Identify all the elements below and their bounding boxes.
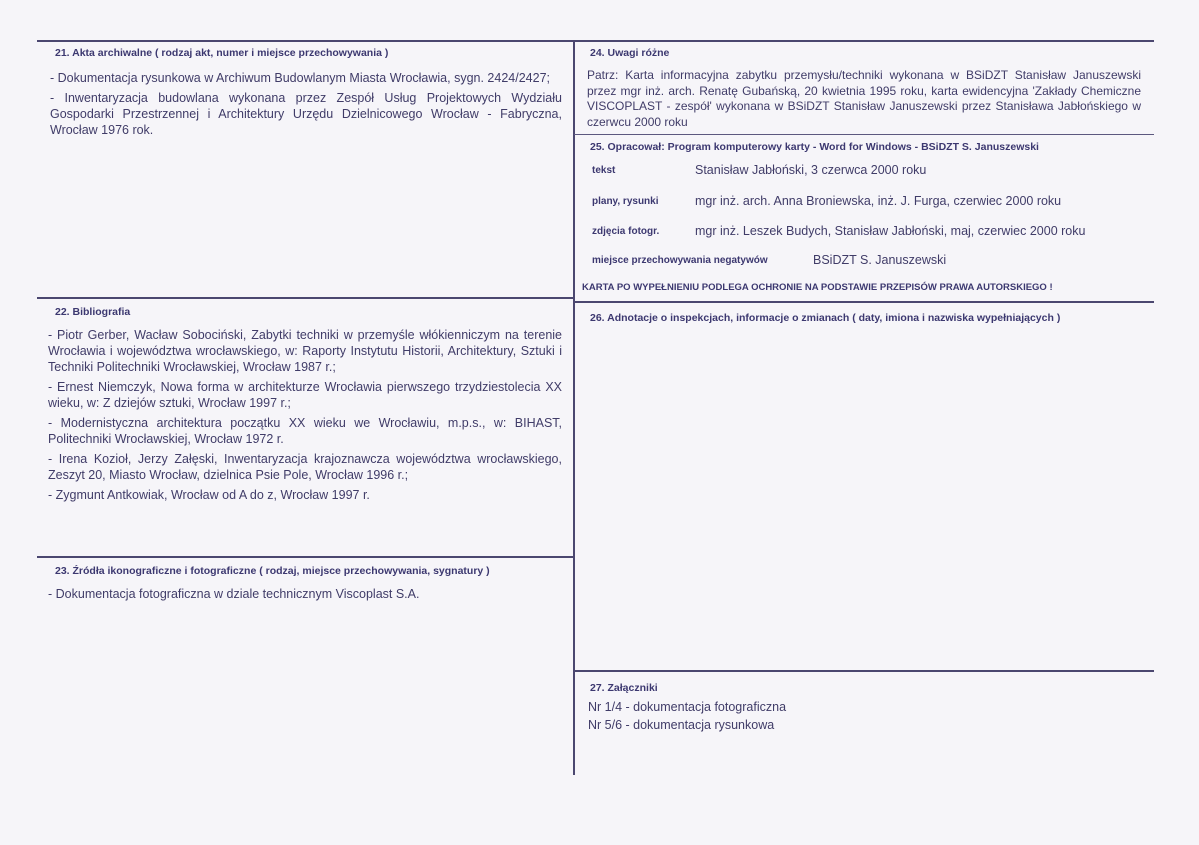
top-rule <box>37 40 1154 42</box>
drawings-author-value: mgr inż. arch. Anna Broniewska, inż. J. Furga, czerwiec 2000 roku <box>695 194 1062 208</box>
section-21-body <box>50 70 562 142</box>
section-27-header: 27. Załączniki <box>590 682 658 694</box>
drawings-author-label: plany, rysunki <box>592 196 659 207</box>
negatives-location-label: miejsce przechowywania negatywów <box>592 255 768 266</box>
photos-author-label: zdjęcia fotogr. <box>592 226 660 237</box>
list-item: - Inwentaryzacja budowlana wykonana przez Zespół Usług Projektowych Wydziału Gospodarki Przestrzennej i Architektury Urzędu Dzielnicowego Wrocław - Fabryczna, Wrocław 1976 rok. <box>50 91 562 137</box>
rule-22-23 <box>37 556 574 558</box>
list-item: - Dokumentacja fotograficzna w dziale technicznym Viscoplast S.A. <box>48 587 420 601</box>
section-26-header: 26. Adnotacje o inspekcjach, informacje o zmianach ( daty, imiona i nazwiska wypełniających ) <box>590 312 1061 324</box>
list-item: Nr 1/4 - dokumentacja fotograficzna <box>588 700 787 714</box>
text-author-value: Stanisław Jabłoński, 3 czerwca 2000 roku <box>695 163 927 177</box>
section-23-header: 23. Źródła ikonograficzne i fotograficzne ( rodzaj, miejsce przechowywania, sygnatury ) <box>55 565 490 577</box>
rule-25-26 <box>574 301 1154 303</box>
list-item: - Zygmunt Antkowiak, Wrocław od A do z, Wrocław 1997 r. <box>48 488 370 502</box>
rule-24-25 <box>574 134 1154 135</box>
copyright-notice: KARTA PO WYPEŁNIENIU PODLEGA OCHRONIE NA PODSTAWIE PRZEPISÓW PRAWA AUTORSKIEGO ! <box>582 282 1053 293</box>
section-23-body <box>48 586 562 606</box>
list-item: - Piotr Gerber, Wacław Sobociński, Zabytki techniki w przemyśle włókienniczym na terenie Wrocławia i województwa wrocławskiego, w: Raporty Instytutu Historii, Architektury, Sztuki i Techniki Politechniki Wrocławskiej, Wrocław 1987 r.; <box>48 328 562 374</box>
list-item: - Irena Kozioł, Jerzy Załęski, Inwentaryzacja krajoznawcza województwa wrocławskiego, Zeszyt 20, Miasto Wrocław, dzielnica Psie Pole, Wrocław 1996 r.; <box>48 452 562 482</box>
list-item: - Modernistyczna architektura początku XX wieku we Wrocławiu, m.p.s., w: BIHAST, Politechniki Wrocławskiej, Wrocław 1972 r. <box>48 416 562 446</box>
rule-21-22 <box>37 297 574 299</box>
list-item: - Dokumentacja rysunkowa w Archiwum Budowlanym Miasta Wrocławia, sygn. 2424/2427; <box>50 71 550 85</box>
section-27-body <box>588 698 1128 734</box>
center-divider <box>573 40 575 775</box>
section-24-body: Patrz: Karta informacyjna zabytku przemysłu/techniki wykonana w BSiDZT Stanisław Januszewski przez mgr inż. arch. Renatę Gubańską, 20 kwietnia 1995 roku, karta ewidencyjna 'Zakłady Chemiczne VISCOPLAST - zespół' wykonana w BSiDZT Stanisław Januszewski przez Stanisława Jabłońskiego w czerwcu 2000 roku <box>587 68 1141 129</box>
section-22-body <box>48 327 562 507</box>
section-21-header: 21. Akta archiwalne ( rodzaj akt, numer i miejsce przechowywania ) <box>55 47 389 59</box>
section-22-header: 22. Bibliografia <box>55 306 131 318</box>
section-24-header: 24. Uwagi różne <box>590 47 670 59</box>
rule-26-27 <box>574 670 1154 672</box>
list-item: - Ernest Niemczyk, Nowa forma w architekturze Wrocławia pierwszego trzydziestolecia XX wieku, w: Z dziejów sztuki, Wrocław 1997 r.; <box>48 380 562 410</box>
text-author-label: tekst <box>592 165 616 176</box>
negatives-location-value: BSiDZT S. Januszewski <box>813 253 947 267</box>
photos-author-value: mgr inż. Leszek Budych, Stanisław Jabłoński, maj, czerwiec 2000 roku <box>695 224 1086 238</box>
list-item: Nr 5/6 - dokumentacja rysunkowa <box>588 718 775 732</box>
section-25-header: 25. Opracował: Program komputerowy karty - Word for Windows - BSiDZT S. Januszewski <box>590 141 1039 153</box>
